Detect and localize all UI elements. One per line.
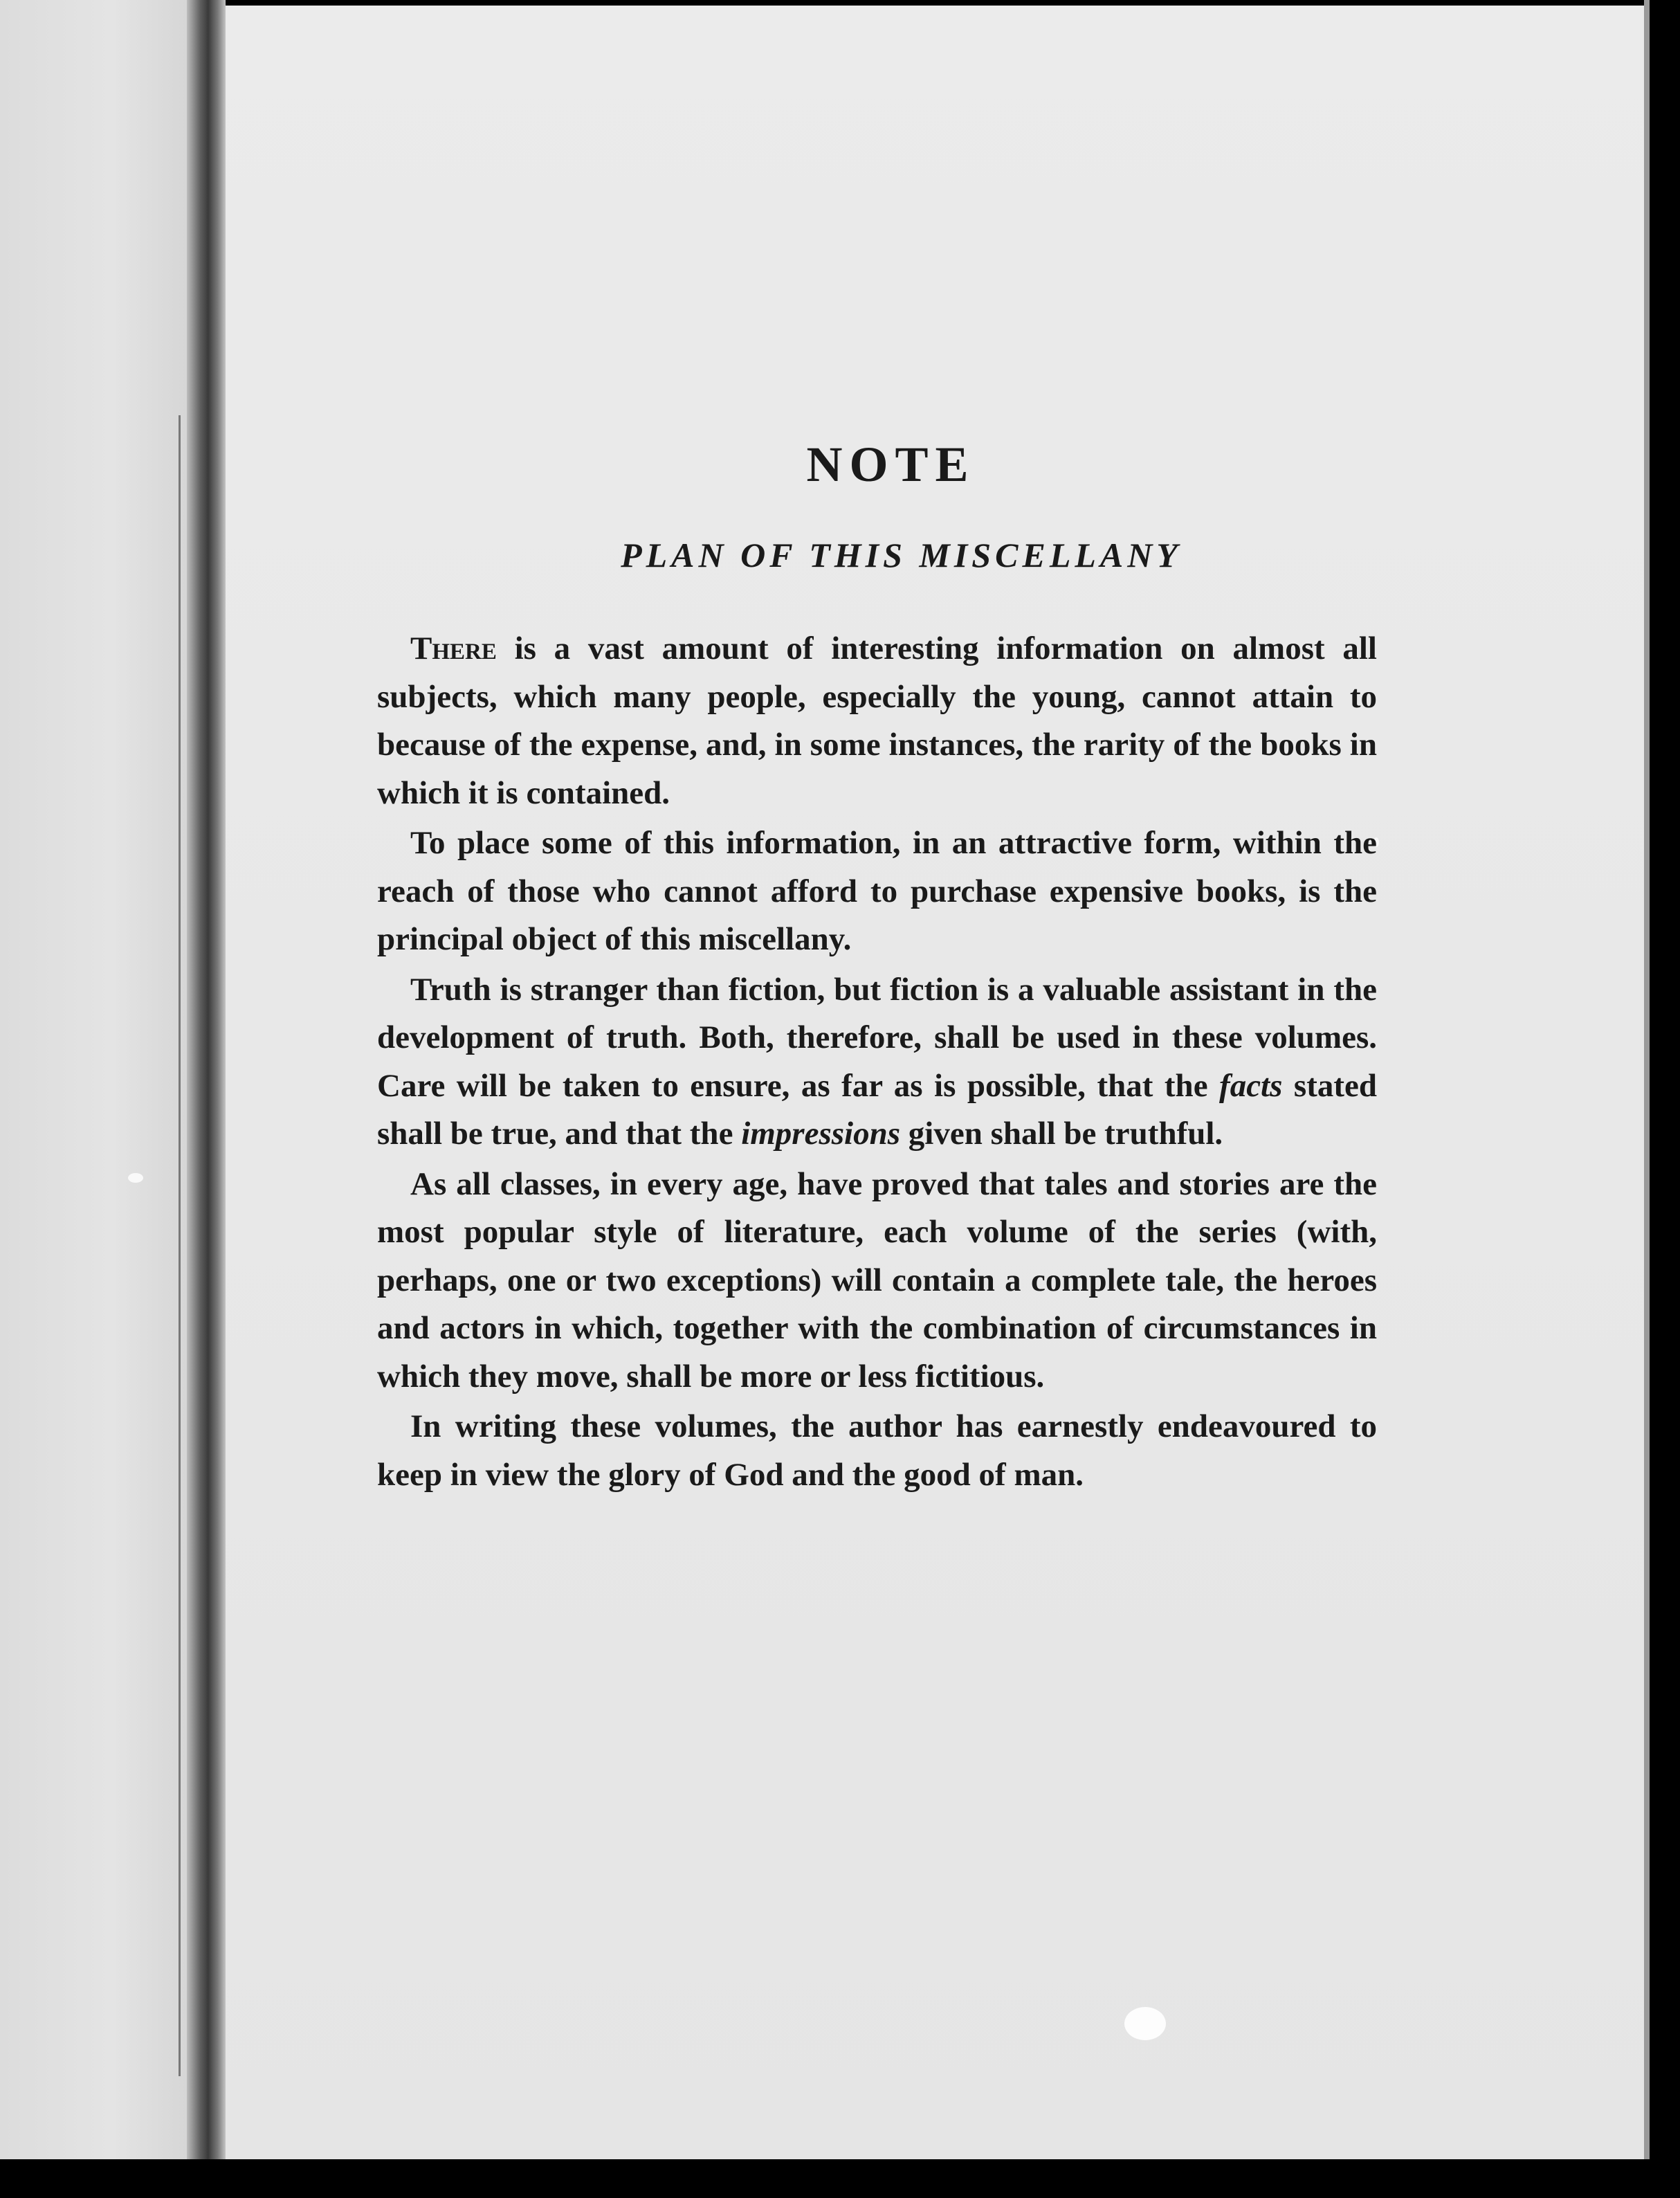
- paragraph-1-lead: There: [410, 630, 497, 666]
- page-subtitle: PLAN OF THIS MISCELLANY: [621, 536, 1182, 574]
- paragraph-1-text: is a vast amount of interesting information on almost all subjects, which many people, especially the young, cannot attain to because of the expense, and, in some instances, the rarity of the books in which it is contained.: [377, 630, 1377, 811]
- left-page-edge: [0, 0, 187, 2159]
- paragraph-3-italic-impressions: impressions: [741, 1116, 901, 1152]
- page-title: NOTE: [806, 437, 976, 492]
- paragraph-1: [377, 625, 1377, 817]
- paragraph-5: In writing these volumes, the author has earnestly endeavoured to keep in view the glory of God and the good of man.: [377, 1408, 1377, 1493]
- scan-speck: [1124, 2007, 1166, 2040]
- note-content: [377, 422, 1377, 1499]
- right-page-edge: [1644, 0, 1650, 2159]
- scan-speck: [128, 1173, 143, 1183]
- book-gutter: [187, 0, 226, 2159]
- paragraph-3-part3: given shall be truthful.: [900, 1116, 1223, 1152]
- paragraph-4: As all classes, in every age, have proved that tales and stories are the most popular style of literature, each volume of the series (with, perhaps, one or two exceptions) will contain a complete tale, the heroes and actors in which, together with the combination of circumstances in which they move, shall be more or less fictitious.: [377, 1165, 1377, 1395]
- paragraph-2: To place some of this information, in an attractive form, within the reach of those who cannot afford to purchase expensive books, is the principal object of this miscellany.: [377, 825, 1377, 957]
- gutter-shadow-line: [179, 415, 181, 2076]
- paragraph-3-italic-facts: facts: [1219, 1067, 1283, 1104]
- paragraph-3: [377, 966, 1377, 1159]
- paragraph-3-part1: Truth is stranger than fiction, but fiction is a valuable assistant in the development of truth. Both, therefore, shall be used in these volumes. Care will be taken to ensure, as far as is possible, that the: [377, 971, 1377, 1104]
- paragraph-3-part2: stated shall be true, and that the: [377, 1067, 1378, 1152]
